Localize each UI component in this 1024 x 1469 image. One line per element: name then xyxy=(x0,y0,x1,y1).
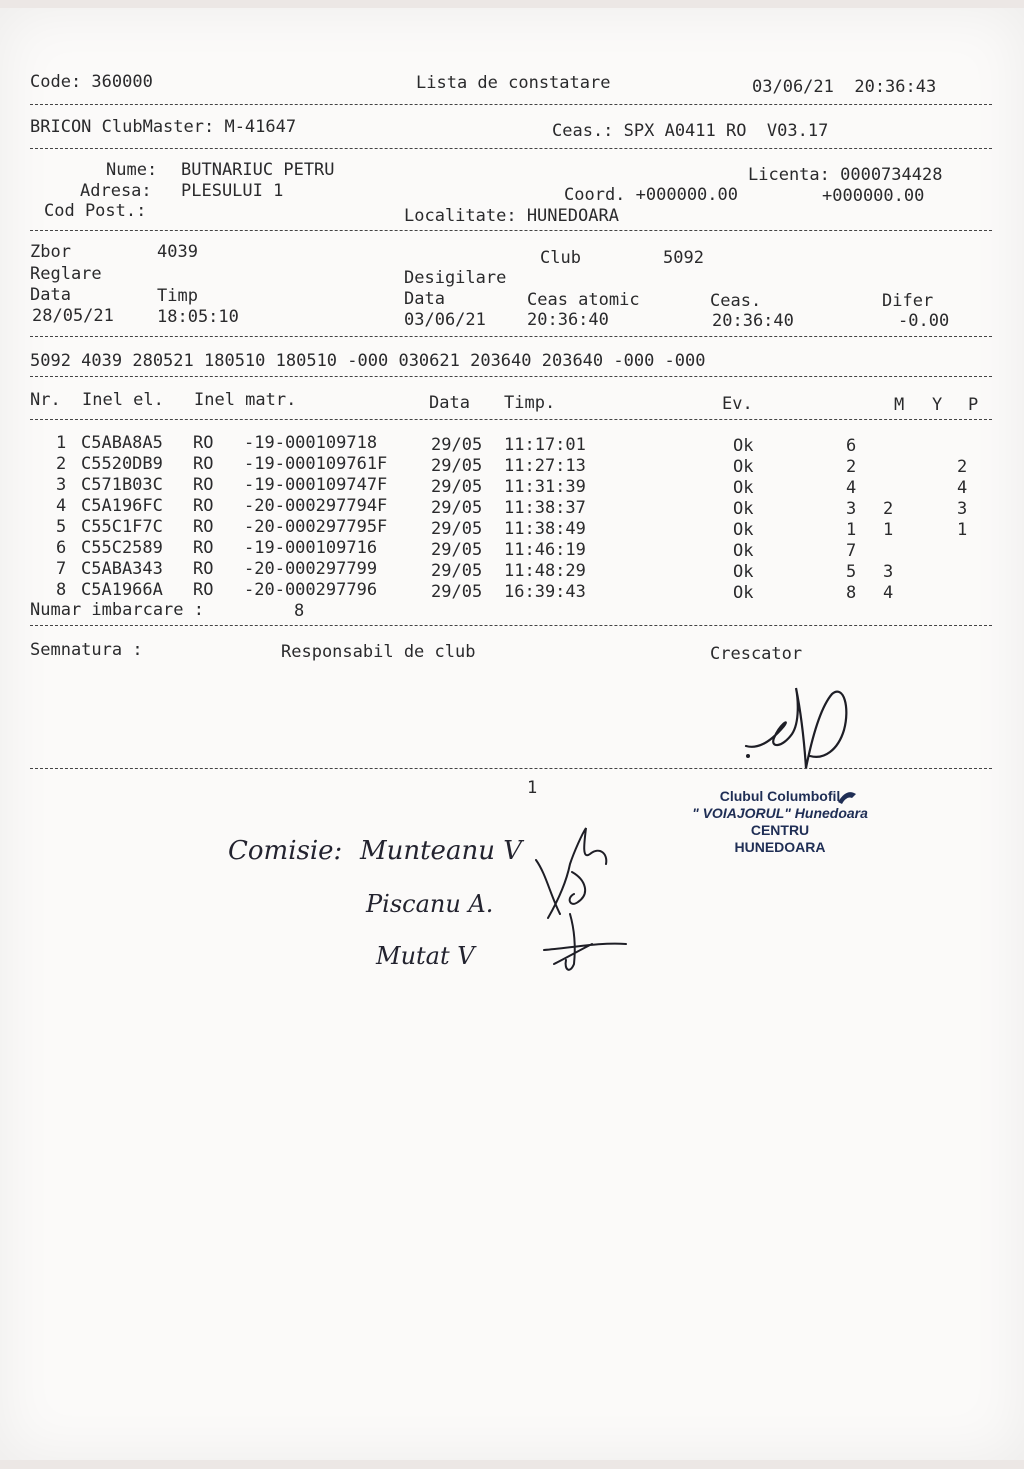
cell-country: RO xyxy=(193,454,214,474)
cell-time: 11:46:19 xyxy=(504,540,586,560)
cell-inel-matr: -20-000297799 xyxy=(244,559,378,579)
cell-inel-el: C55C2589 xyxy=(81,538,163,558)
cell-m: 8 xyxy=(846,583,857,603)
cell-inel-el: C5A196FC xyxy=(81,496,163,516)
page-number: 1 xyxy=(527,778,538,798)
divider xyxy=(30,104,992,105)
divider xyxy=(30,230,992,231)
breeder-label: Crescator xyxy=(710,644,803,664)
reglare-date-label: Data xyxy=(30,285,71,305)
cell-y: 3 xyxy=(883,562,894,582)
cell-date: 29/05 xyxy=(431,456,483,476)
zbor-label: Zbor xyxy=(30,242,71,262)
divider xyxy=(30,148,992,149)
cell-country: RO xyxy=(193,538,214,558)
cell-time: 11:38:37 xyxy=(504,498,586,518)
cell-ev: Ok xyxy=(733,520,754,540)
cell-time: 11:38:49 xyxy=(504,519,586,539)
cell-inel-el: C5520DB9 xyxy=(81,454,163,474)
cell-y: 4 xyxy=(883,583,894,603)
cell-inel-matr: -20-000297794F xyxy=(244,496,388,516)
reglare-label: Reglare xyxy=(30,264,102,284)
cell-nr: 3 xyxy=(56,475,67,495)
atomic-clock-label: Ceas atomic xyxy=(527,290,640,310)
col-ev: Ev. xyxy=(722,394,753,414)
cell-nr: 2 xyxy=(56,454,67,474)
cell-ev: Ok xyxy=(733,583,754,603)
cell-time: 11:27:13 xyxy=(504,456,586,476)
cell-date: 29/05 xyxy=(431,540,483,560)
cell-ev: Ok xyxy=(733,562,754,582)
col-inel-el: Inel el. xyxy=(82,390,164,410)
cell-inel-el: C5ABA8A5 xyxy=(81,433,163,453)
cell-m: 3 xyxy=(846,499,857,519)
cell-m: 5 xyxy=(846,562,857,582)
stamp-line-3: CENTRU xyxy=(750,822,810,838)
commission-label: Comisie: xyxy=(228,836,343,866)
cell-inel-matr: -19-000109747F xyxy=(244,475,388,495)
cell-m: 1 xyxy=(846,520,857,540)
stamp-line-4: HUNEDOARA xyxy=(734,839,826,855)
cell-country: RO xyxy=(193,496,214,516)
locality: Localitate: HUNEDOARA xyxy=(404,206,619,226)
address-label: Adresa: xyxy=(80,181,152,201)
divider xyxy=(30,376,992,377)
cell-inel-el: C55C1F7C xyxy=(81,517,163,537)
report-datetime: 03/06/21 20:36:43 xyxy=(752,77,937,97)
commission-member-2: Piscanu A. xyxy=(366,890,494,918)
cell-country: RO xyxy=(193,559,214,579)
commission-member-1: Munteanu V xyxy=(360,836,522,866)
reglare-date: 28/05/21 xyxy=(32,306,114,326)
stamp-line-1: Clubul Columbofil xyxy=(719,788,841,804)
cell-nr: 4 xyxy=(56,496,67,516)
col-data: Data xyxy=(429,393,470,413)
owner-address: PLESULUI 1 xyxy=(181,181,284,201)
owner-name: BUTNARIUC PETRU xyxy=(181,160,335,180)
cell-m: 2 xyxy=(846,457,857,477)
cell-country: RO xyxy=(193,475,214,495)
coordinates: Coord. +000000.00 xyxy=(564,185,738,205)
cell-date: 29/05 xyxy=(431,498,483,518)
cell-time: 11:31:39 xyxy=(504,477,586,497)
difference-value: -0.00 xyxy=(898,311,950,331)
postcode-label: Cod Post.: xyxy=(44,201,147,221)
cell-nr: 5 xyxy=(56,517,67,537)
cell-date: 29/05 xyxy=(431,561,483,581)
cell-inel-el: C5ABA343 xyxy=(81,559,163,579)
cell-time: 16:39:43 xyxy=(504,582,586,602)
clock-id: Ceas.: SPX A0411 RO V03.17 xyxy=(552,121,829,141)
cell-p: 4 xyxy=(957,478,968,498)
cell-ev: Ok xyxy=(733,478,754,498)
clock-label: Ceas. xyxy=(710,291,762,311)
cell-date: 29/05 xyxy=(431,582,483,602)
coordinates-second: +000000.00 xyxy=(822,186,925,206)
cell-p: 3 xyxy=(957,499,968,519)
divider xyxy=(30,768,992,769)
atomic-time: 20:36:40 xyxy=(527,310,609,330)
cell-m: 7 xyxy=(846,541,857,561)
cell-ev: Ok xyxy=(733,457,754,477)
zbor-value: 4039 xyxy=(157,242,198,262)
club-responsible-label: Responsabil de club xyxy=(281,642,476,662)
pigeon-icon xyxy=(836,788,860,808)
reglare-time-label: Timp xyxy=(157,286,198,306)
cell-p: 2 xyxy=(957,457,968,477)
col-nr: Nr. xyxy=(30,390,61,410)
breeder-signature xyxy=(740,668,860,778)
cell-date: 29/05 xyxy=(431,435,483,455)
cell-time: 11:17:01 xyxy=(504,435,586,455)
cell-inel-el: C571B03C xyxy=(81,475,163,495)
cell-country: RO xyxy=(193,517,214,537)
stamp-line-2: " VOIAJORUL" Hunedoara xyxy=(692,805,868,821)
code-number: Code: 360000 xyxy=(30,72,153,92)
commission-signatures xyxy=(530,824,630,984)
cell-date: 29/05 xyxy=(431,477,483,497)
cell-m: 4 xyxy=(846,478,857,498)
report-title: Lista de constatare xyxy=(416,73,611,93)
difference-label: Difer xyxy=(882,291,934,311)
club-label: Club xyxy=(540,248,581,268)
cell-nr: 7 xyxy=(56,559,67,579)
divider xyxy=(30,336,992,337)
col-y: Y xyxy=(932,395,943,415)
cell-inel-el: C5A1966A xyxy=(81,580,163,600)
cell-date: 29/05 xyxy=(431,519,483,539)
col-inel-matr: Inel matr. xyxy=(194,390,297,410)
count-label: Numar imbarcare : xyxy=(30,600,204,620)
club-stamp xyxy=(660,788,900,856)
col-timp: Timp. xyxy=(504,393,556,413)
cell-inel-matr: -20-000297795F xyxy=(244,517,388,537)
club-value: 5092 xyxy=(663,248,704,268)
cell-country: RO xyxy=(193,580,214,600)
cell-nr: 6 xyxy=(56,538,67,558)
cell-ev: Ok xyxy=(733,541,754,561)
divider xyxy=(30,625,992,626)
clock-time: 20:36:40 xyxy=(712,311,794,331)
cell-country: RO xyxy=(193,433,214,453)
commission-member-3: Mutat V xyxy=(376,942,475,970)
cell-inel-matr: -19-000109718 xyxy=(244,433,378,453)
cell-time: 11:48:29 xyxy=(504,561,586,581)
cell-inel-matr: -19-000109716 xyxy=(244,538,378,558)
license-number: Licenta: 0000734428 xyxy=(748,165,943,185)
desigilare-date-label: Data xyxy=(404,289,445,309)
col-p: P xyxy=(968,395,979,415)
cell-y: 1 xyxy=(883,520,894,540)
cell-ev: Ok xyxy=(733,499,754,519)
col-m: M xyxy=(894,395,905,415)
signature-label: Semnatura : xyxy=(30,640,143,660)
cell-inel-matr: -20-000297796 xyxy=(244,580,378,600)
cell-m: 6 xyxy=(846,436,857,456)
cell-nr: 1 xyxy=(56,433,67,453)
cell-inel-matr: -19-000109761F xyxy=(244,454,388,474)
count-value: 8 xyxy=(294,601,305,621)
printed-report xyxy=(0,8,1024,1460)
cell-nr: 8 xyxy=(56,580,67,600)
cell-ev: Ok xyxy=(733,436,754,456)
reglare-time: 18:05:10 xyxy=(157,307,239,327)
desigilare-label: Desigilare xyxy=(404,268,507,288)
divider xyxy=(30,419,992,420)
cell-y: 2 xyxy=(883,499,894,519)
summary-line: 5092 4039 280521 180510 180510 -000 030621 203640 203640 -000 -000 xyxy=(30,351,706,371)
desigilare-date: 03/06/21 xyxy=(404,310,486,330)
cell-p: 1 xyxy=(957,520,968,540)
name-label: Nume: xyxy=(106,160,158,180)
software-version: BRICON ClubMaster: M-41647 xyxy=(30,117,297,137)
